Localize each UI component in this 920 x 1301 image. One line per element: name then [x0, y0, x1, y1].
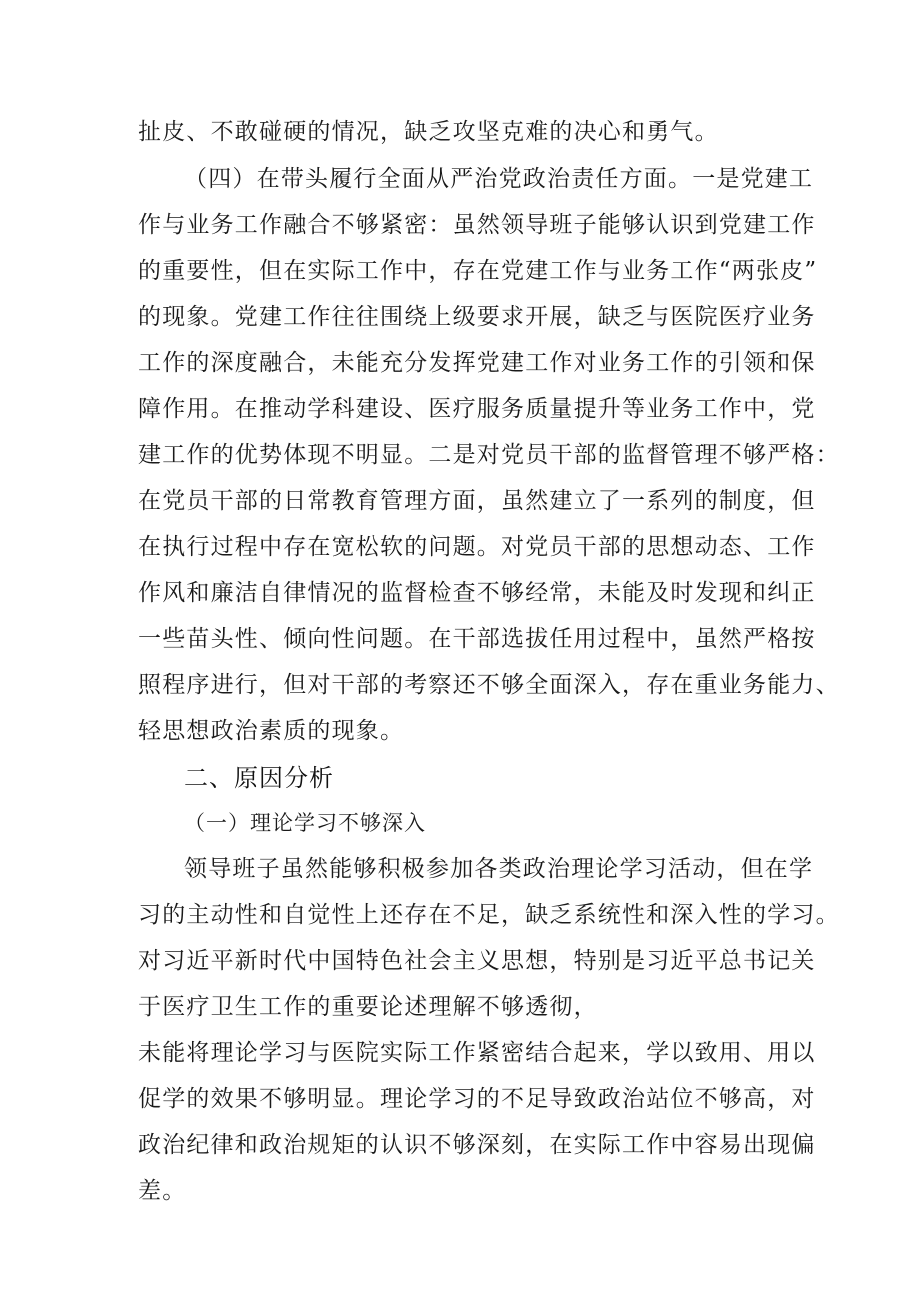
paragraph-four-line: 照程序进行，但对干部的考察还不够全面深入，存在重业务能力、 [138, 672, 840, 698]
paragraph-four-line: 在执行过程中存在宽松软的问题。对党员干部的思想动态、工作 [138, 534, 816, 560]
paragraph-four-line: 作与业务工作融合不够紧密：虽然领导班子能够认识到党建工作 [138, 212, 816, 238]
paragraph-four-line: 建工作的优势体现不明显。二是对党员干部的监督管理不够严格： [138, 442, 840, 468]
paragraph-cause-line: 促学的效果不够明显。理论学习的不足导致政治站位不够高，对 [138, 1086, 816, 1112]
paragraph-four-line: 的重要性，但在实际工作中，存在党建工作与业务工作“两张皮” [138, 258, 818, 284]
paragraph-four-line: 在党员干部的日常教育管理方面，虽然建立了一系列的制度，但 [138, 488, 816, 514]
paragraph-four-line: 一些苗头性、倾向性问题。在干部选拔任用过程中，虽然严格按 [138, 626, 816, 652]
paragraph-cause-line: 政治纪律和政治规矩的认识不够深刻，在实际工作中容易出现偏 [138, 1132, 816, 1158]
paragraph-four-line: 轻思想政治素质的现象。 [138, 718, 405, 744]
paragraph-four-line: 工作的深度融合，未能充分发挥党建工作对业务工作的引领和保 [138, 350, 816, 376]
subsection-heading: （一）理论学习不够深入 [184, 811, 426, 835]
paragraph-cause-line: 对习近平新时代中国特色社会主义思想，特别是习近平总书记关 [138, 948, 816, 974]
section-heading: 二、原因分析 [184, 764, 334, 792]
paragraph-cause-line: 习的主动性和自觉性上还存在不足，缺乏系统性和深入性的学习。 [138, 902, 840, 928]
paragraph-cause-line: 未能将理论学习与医院实际工作紧密结合起来，学以致用、用以 [138, 1040, 816, 1066]
paragraph-cause-line: 领导班子虽然能够积极参加各类政治理论学习活动，但在学 [184, 856, 814, 882]
paragraph-cause-line: 于医疗卫生工作的重要论述理解不够透彻， [138, 994, 598, 1020]
paragraph-four-line: 障作用。在推动学科建设、医疗服务质量提升等业务工作中，党 [138, 396, 816, 422]
paragraph-four-line: 的现象。党建工作往往围绕上级要求开展，缺乏与医院医疗业务 [138, 304, 816, 330]
paragraph-four-line: 作风和廉洁自律情况的监督检查不够经常，未能及时发现和纠正 [138, 580, 816, 606]
continuation-line: 扯皮、不敢碰硬的情况，缺乏攻坚克难的决心和勇气。 [138, 119, 719, 145]
paragraph-cause-line: 差。 [138, 1178, 187, 1204]
paragraph-four-line: （四）在带头履行全面从严治党政治责任方面。一是党建工 [184, 166, 814, 192]
